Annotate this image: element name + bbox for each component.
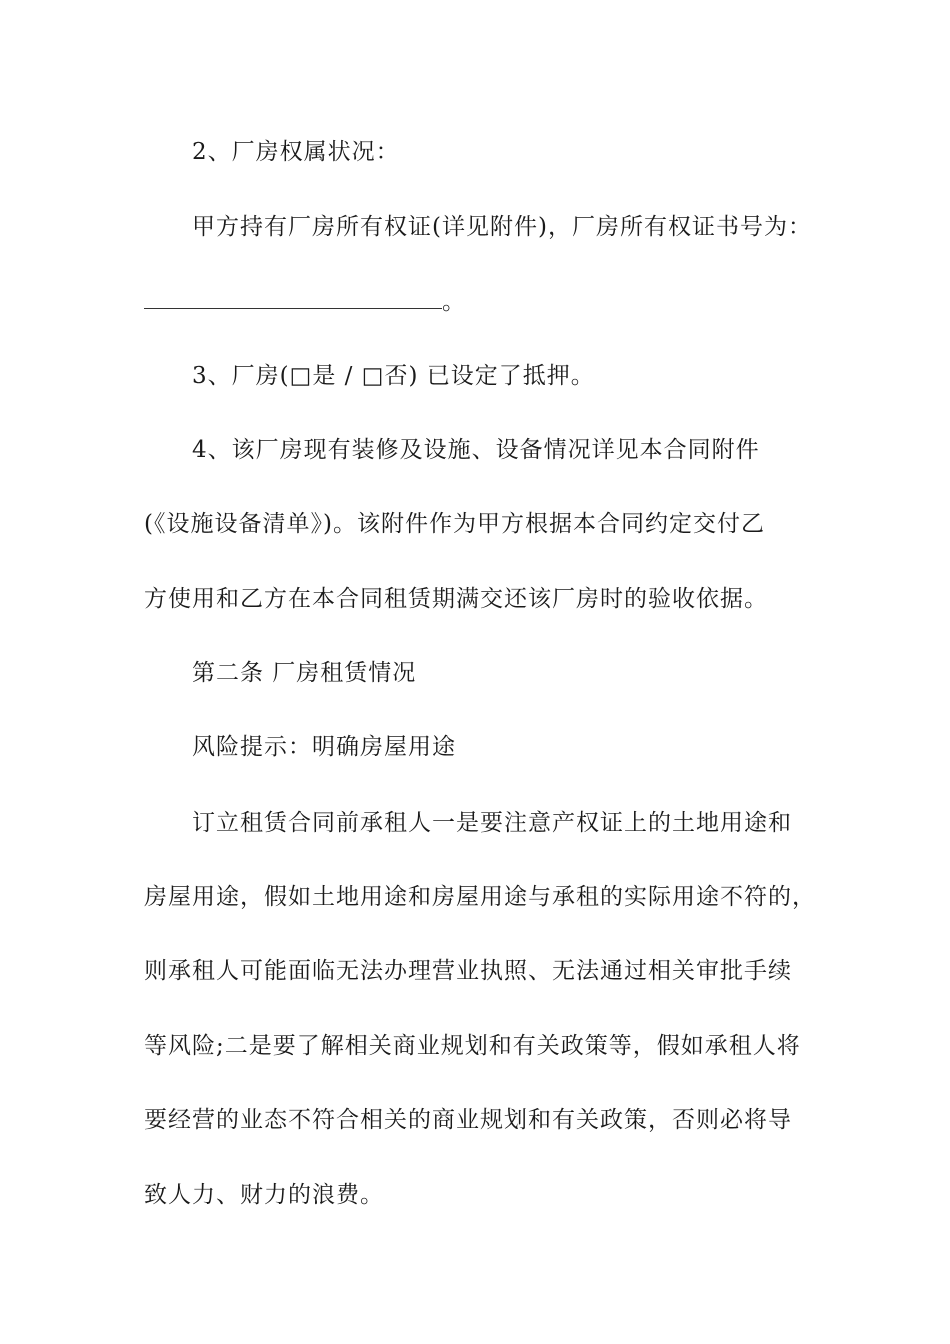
paragraph-line: 致人力、财力的浪费。 [144,1182,384,1208]
paragraph-line: 4、该厂房现有装修及设施、设备情况详见本合同附件 [192,437,760,463]
paragraph-line: 甲方持有厂房所有权证(详见附件)，厂房所有权证书号为： [192,214,812,240]
certificate-number-line [144,287,466,317]
section-heading-ownership: 2、厂房权属状况： [192,139,400,165]
paragraph-line: 等风险;二是要了解相关商业规划和有关政策等，假如承租人将 [144,1033,801,1059]
paragraph-line: (《设施设备清单》)。该附件作为甲方根据本合同约定交付乙 [144,511,765,537]
paragraph-line: 房屋用途，假如土地用途和房屋用途与承租的实际用途不符的， [144,884,816,910]
paragraph-line: 订立租赁合同前承租人一是要注意产权证上的土地用途和 [192,810,792,836]
paragraph-line: 要经营的业态不符合相关的商业规划和有关政策，否则必将导 [144,1107,792,1133]
paragraph-line: 方使用和乙方在本合同租赁期满交还该厂房时的验收依据。 [144,586,768,612]
certificate-number-blank [144,292,442,309]
paragraph-line: 则承租人可能面临无法办理营业执照、无法通过相关审批手续 [144,958,792,984]
period: 。 [442,289,466,315]
mortgage-line: 3、厂房(□是 / □否) 已设定了抵押。 [192,363,595,389]
article-heading: 第二条 厂房租赁情况 [192,660,417,686]
risk-note-heading: 风险提示：明确房屋用途 [192,734,456,760]
